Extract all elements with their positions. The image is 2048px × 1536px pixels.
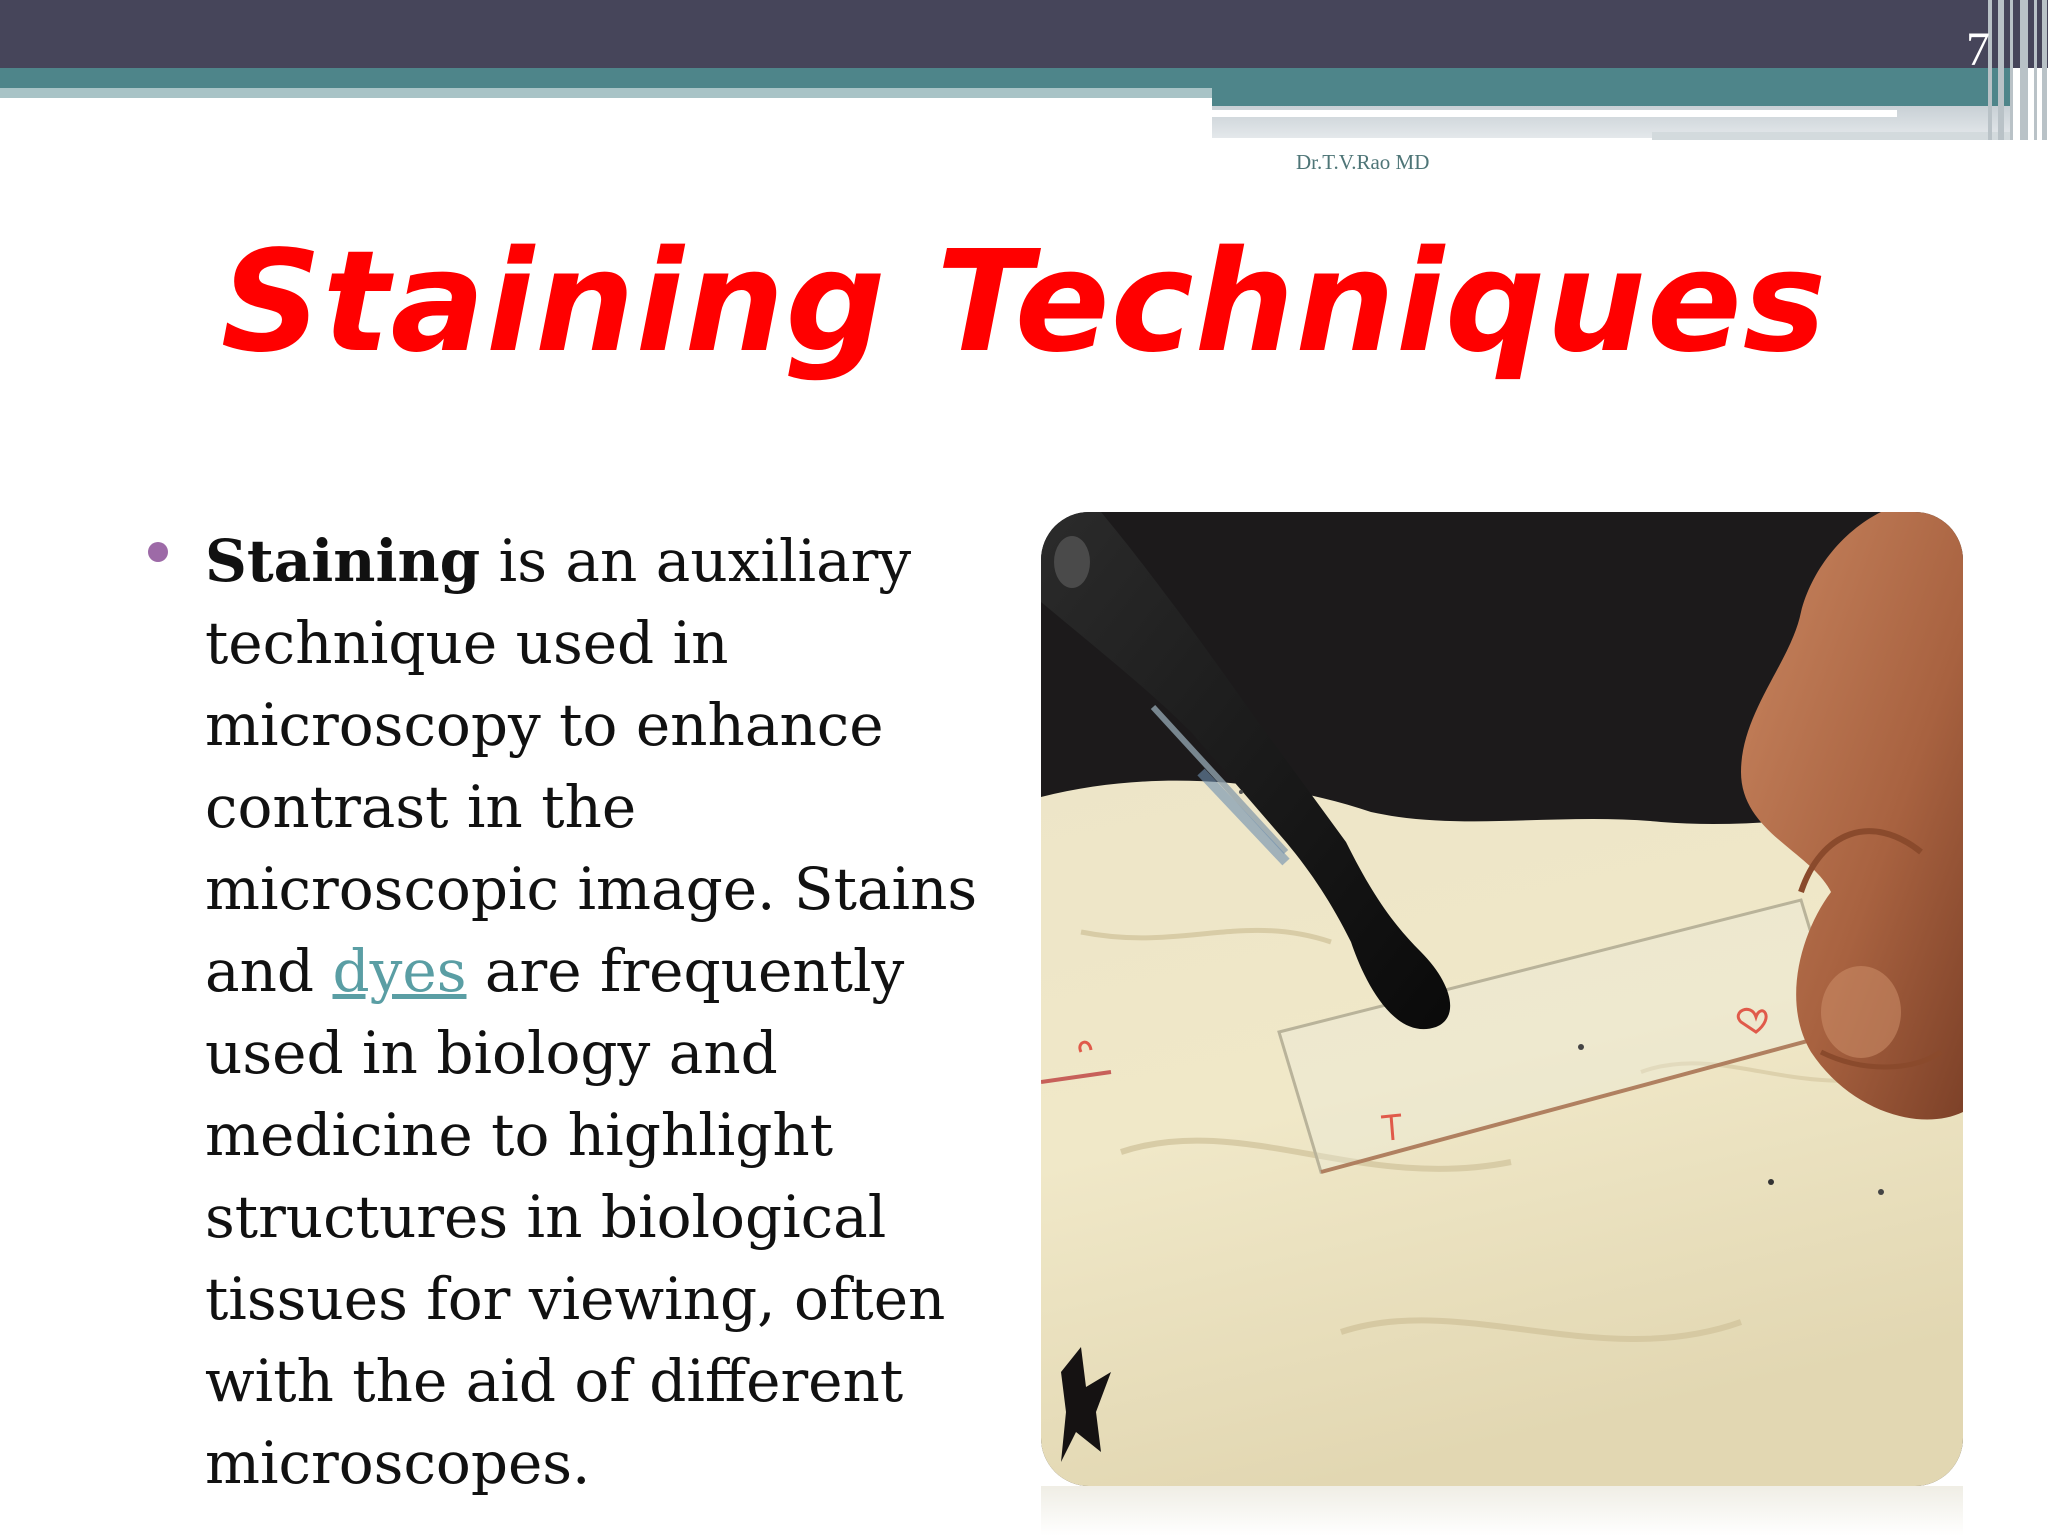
- page-number: 7: [1966, 23, 1990, 76]
- slide-title: Staining Techniques: [220, 221, 1828, 384]
- header-white-line: [1212, 110, 1897, 117]
- bullet-marker: [148, 542, 168, 562]
- text-after-link: are frequently used in biology and medicine to highlight structures in biological tissues for viewing, often with the aid of different microscopes.: [205, 937, 946, 1497]
- staining-photo: [1041, 512, 1963, 1486]
- dyes-link[interactable]: dyes: [332, 937, 467, 1005]
- text-before-link: is an auxiliary technique used in microscopy to enhance contrast in the microscopic image. Stains and: [205, 527, 978, 1005]
- header-bar-gray-right-lower: [1652, 132, 2012, 140]
- header-bar-dark: [0, 0, 2048, 68]
- header-bar-teal-right: [1212, 68, 2012, 106]
- header-bar-teal-thin: [0, 88, 1212, 98]
- bold-term: Staining: [205, 527, 481, 595]
- author-label: Dr.T.V.Rao MD: [1296, 150, 1430, 174]
- header-vertical-stripes: [1984, 0, 2048, 140]
- photo-reflection: [1041, 1486, 1963, 1536]
- bullet-text: [205, 520, 1005, 1504]
- header-bar-teal: [0, 68, 1212, 88]
